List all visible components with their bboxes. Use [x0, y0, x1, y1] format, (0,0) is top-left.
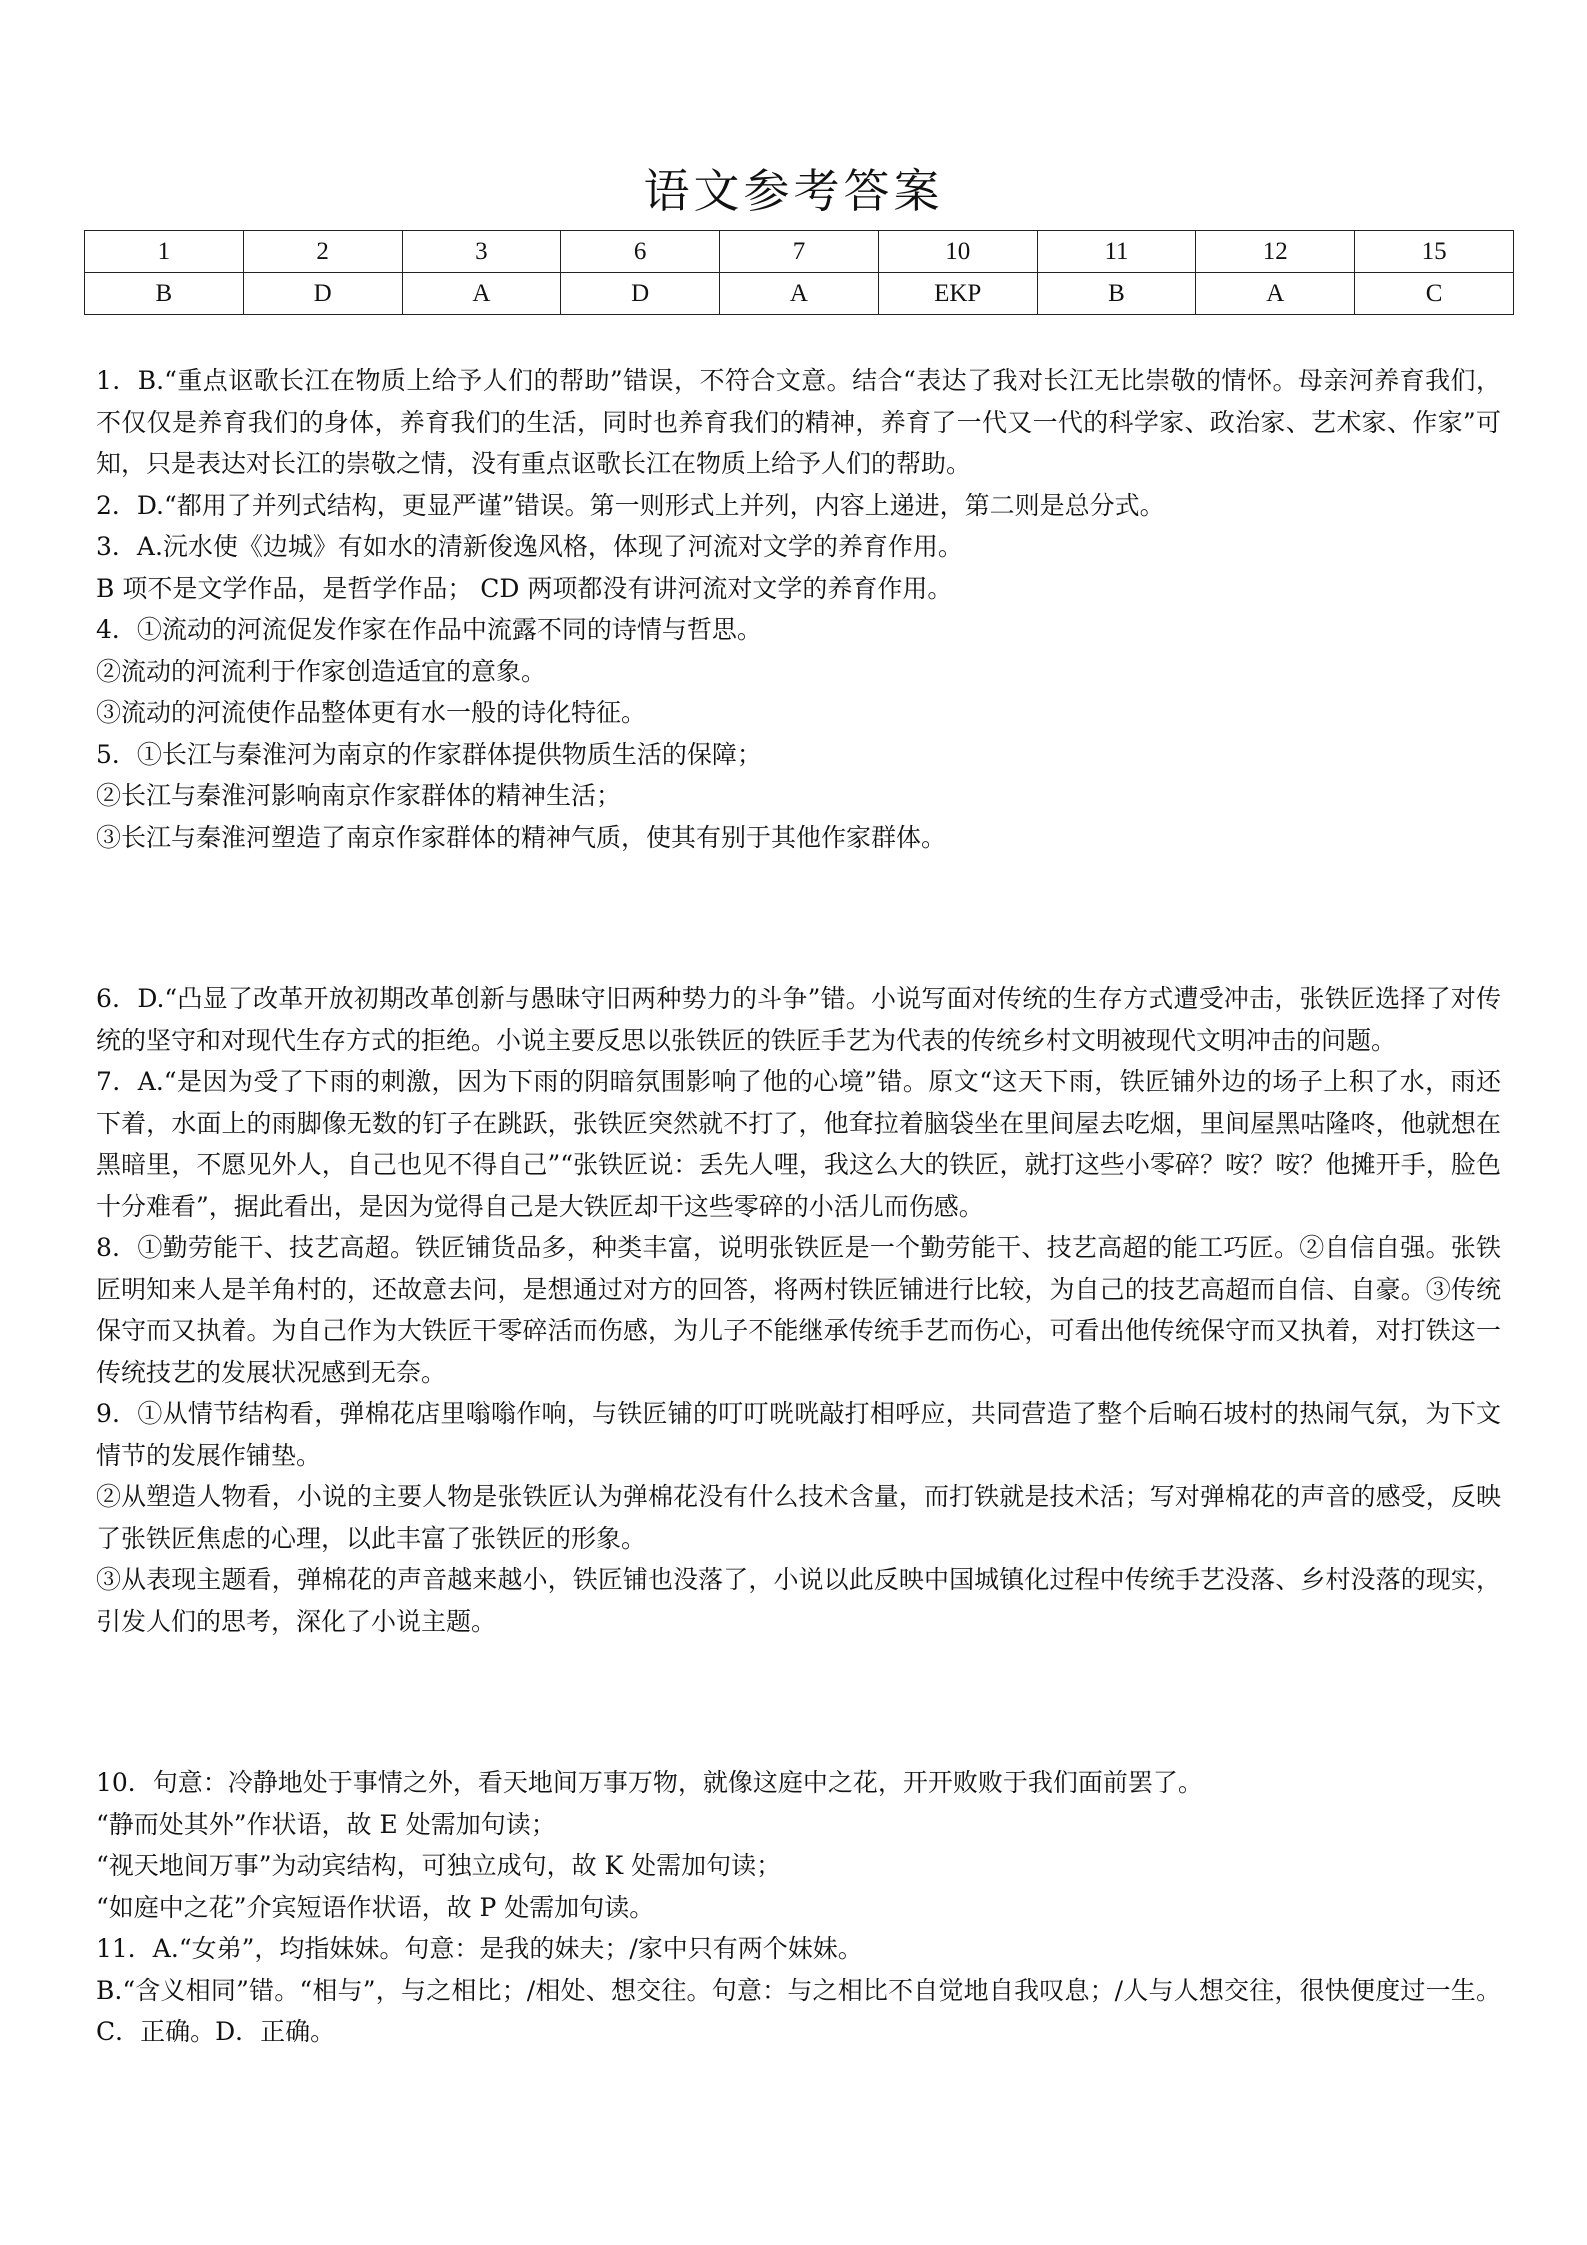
explanation-paragraph: 3．A.沅水使《边城》有如水的清新俊逸风格，体现了河流对文学的养育作用。	[96, 532, 963, 561]
question-number-cell: 12	[1196, 231, 1355, 273]
explanation-paragraph: ③长江与秦淮河塑造了南京作家群体的精神气质，使其有别于其他作家群体。	[96, 822, 947, 852]
question-number-cell: 11	[1037, 231, 1196, 273]
explanation-paragraph: 7．A.“是因为受了下雨的刺激，因为下雨的阴暗氛围影响了他的心境”错。原文“这天下雨，铁匠铺外边的场子上积了水，雨还下着，水面上的雨脚像无数的钉子在跳跃，张铁匠突然就不打了，他耷拉着脑袋坐在里间屋去吃烟，里间屋黑咕隆咚，他就想在黑暗里，不愿见外人，自己也见不得自己”“张铁匠说：丢先人哩，我这么大的铁匠，就打这些小零碎？咹？咹？他摊开手，脸色十分难看”，据此看出，是因为觉得自己是大铁匠却干这些零碎的小活儿而伤感。	[96, 1067, 1501, 1221]
answer-cell: D	[561, 273, 720, 315]
answer-explanations	[96, 360, 1501, 2053]
answer-row	[85, 273, 1514, 315]
explanation-paragraph: 9．①从情节结构看，弹棉花店里嗡嗡作响，与铁匠铺的叮叮咣咣敲打相呼应，共同营造了整个后晌石坡村的热闹气氛，为下文情节的发展作铺垫。	[96, 1399, 1501, 1470]
explanation-paragraph: 11．A.“女弟”，均指妹妹。句意：是我的妹夫；/家中只有两个妹妹。	[96, 1934, 863, 1963]
explanation-paragraph: “如庭中之花”介宾短语作状语，故 P 处需加句读。	[96, 1892, 655, 1922]
answer-cell: A	[402, 273, 561, 315]
explanation-paragraph: “静而处其外”作状语，故 E 处需加句读；	[96, 1809, 556, 1839]
explanation-paragraph: 4．①流动的河流促发作家在作品中流露不同的诗情与哲思。	[96, 615, 762, 644]
question-number-cell: 10	[878, 231, 1037, 273]
answer-cell: EKP	[878, 273, 1037, 315]
question-number-row	[85, 231, 1514, 273]
section-reading-two	[96, 978, 1501, 1642]
section-classical-chinese	[96, 1762, 1501, 2053]
explanation-paragraph: ②流动的河流利于作家创造适宜的意象。	[96, 656, 547, 686]
question-number-cell: 1	[85, 231, 244, 273]
explanation-paragraph: B.“含义相同”错。“相与”，与之相比；/相处、想交往。句意：与之相比不自觉地自我叹息；/人与人想交往，很快便度过一生。C．正确。D．正确。	[96, 1975, 1501, 2046]
answer-cell: B	[85, 273, 244, 315]
explanation-paragraph: ③从表现主题看，弹棉花的声音越来越小，铁匠铺也没落了，小说以此反映中国城镇化过程中传统手艺没落、乡村没落的现实，引发人们的思考，深化了小说主题。	[96, 1565, 1501, 1636]
explanation-paragraph: ②长江与秦淮河影响南京作家群体的精神生活；	[96, 781, 622, 810]
explanation-paragraph: 5．①长江与秦淮河为南京的作家群体提供物质生活的保障；	[96, 739, 762, 769]
answer-cell: B	[1037, 273, 1196, 315]
section-gap	[96, 1642, 1501, 1762]
explanation-paragraph: 10．句意：冷静地处于事情之外，看天地间万事万物，就像这庭中之花，开开败败于我们面前罢了。	[96, 1768, 1203, 1797]
explanation-paragraph: “视天地间万事”为动宾结构，可独立成句，故 K 处需加句读；	[96, 1851, 782, 1880]
question-number-cell: 15	[1355, 231, 1514, 273]
explanation-paragraph: 8．①勤劳能干、技艺高超。铁匠铺货品多，种类丰富，说明张铁匠是一个勤劳能干、技艺高超的能工巧匠。②自信自强。张铁匠明知来人是羊角村的，还故意去问，是想通过对方的回答，将两村铁匠铺进行比较，为自己的技艺高超而自信、自豪。③传统保守而又执着。为自己作为大铁匠干零碎活而伤感，为儿子不能继承传统手艺而伤心，可看出他传统保守而又执着，对打铁这一传统技艺的发展状况感到无奈。	[96, 1233, 1501, 1387]
explanation-paragraph: 2．D.“都用了并列式结构，更显严谨”错误。第一则形式上并列，内容上递进，第二则是总分式。	[96, 490, 1165, 520]
answer-table	[84, 230, 1514, 315]
explanation-paragraph: 6．D.“凸显了改革开放初期改革创新与愚昧守旧两种势力的斗争”错。小说写面对传统的生存方式遭受冲击，张铁匠选择了对传统的坚守和对现代生存方式的拒绝。小说主要反思以张铁匠的铁匠手艺为代表的传统乡村文明被现代文明冲击的问题。	[96, 984, 1501, 1055]
explanation-paragraph: ③流动的河流使作品整体更有水一般的诗化特征。	[96, 698, 647, 727]
explanation-paragraph: 1．B.“重点讴歌长江在物质上给予人们的帮助”错误，不符合文意。结合“表达了我对长江无比崇敬的情怀。母亲河养育我们，不仅仅是养育我们的身体，养育我们的生活，同时也养育我们的精神，养育了一代又一代的科学家、政治家、艺术家、作家”可知，只是表达对长江的崇敬之情，没有重点讴歌长江在物质上给予人们的帮助。	[96, 366, 1501, 478]
answer-cell: D	[243, 273, 402, 315]
page-title: 语文参考答案	[643, 164, 944, 218]
section-reading-one	[96, 360, 1501, 858]
question-number-cell: 3	[402, 231, 561, 273]
question-number-cell: 6	[561, 231, 720, 273]
question-number-cell: 7	[720, 231, 879, 273]
explanation-paragraph: B 项不是文学作品，是哲学作品； CD 两项都没有讲河流对文学的养育作用。	[96, 573, 953, 603]
explanation-paragraph: ②从塑造人物看，小说的主要人物是张铁匠认为弹棉花没有什么技术含量，而打铁就是技术活；写对弹棉花的声音的感受，反映了张铁匠焦虑的心理，以此丰富了张铁匠的形象。	[96, 1482, 1501, 1553]
answer-cell: C	[1355, 273, 1514, 315]
answer-cell: A	[1196, 273, 1355, 315]
question-number-cell: 2	[243, 231, 402, 273]
section-gap	[96, 858, 1501, 978]
answer-cell: A	[720, 273, 879, 315]
